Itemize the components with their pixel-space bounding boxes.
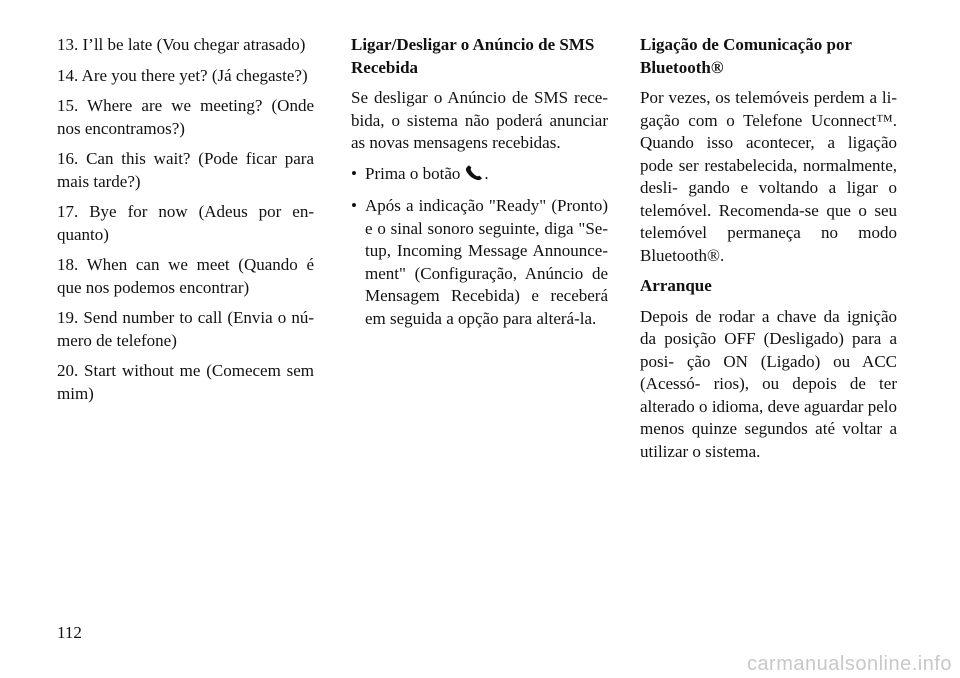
intro-paragraph: Se desligar o Anúncio de SMS rece- bida, o sistema não poderá anunciar as novas mensagens recebidas. <box>351 88 608 152</box>
left-column <box>57 34 314 413</box>
list-item: 20. Start without me (Comecem sem mim) <box>57 361 314 403</box>
bullet-item-press-button <box>351 163 608 188</box>
bullet-dot: • <box>351 196 357 215</box>
list-item: 13. I’ll be late (Vou chegar atrasado) <box>57 35 306 54</box>
section-heading-sms-announcement: Ligar/Desligar o Anúncio de SMS Recebida <box>351 35 595 77</box>
section-heading-startup: Arranque <box>640 276 712 295</box>
list-item: 17. Bye for now (Adeus por en- quanto) <box>57 202 314 244</box>
list-item: 14. Are you there yet? (Já chegaste?) <box>57 65 308 85</box>
list-item: 18. When can we meet (Quando é que nos podemos encontrar) <box>57 255 314 297</box>
page-number: 112 <box>57 623 82 642</box>
right-column <box>640 34 897 471</box>
bullet-item-ready-prompt <box>351 195 608 330</box>
section-heading-bluetooth: Ligação de Comunicação por Bluetooth® <box>640 35 852 77</box>
bullet-text: Após a indicação "Ready" (Pronto) e o sinal sonoro seguinte, diga "Se- tup, Incoming Message Announce- ment" (Configuração, Anúncio de Mensagem Recebida) e receberá em seguida a opção para alterá-la. <box>365 196 608 328</box>
watermark: carmanualsonline.info <box>746 653 952 675</box>
startup-paragraph: Depois de rodar a chave da ignição da posição OFF (Desligado) para a posi- ção ON (Ligado) ou ACC (Acessó- rios), ou depois de ter alterado o idioma, deve aguardar pelo menos quinze segundos até voltar a utilizar o sistema. <box>640 306 897 461</box>
list-item: 15. Where are we meeting? (Onde nos encontramos?) <box>57 96 314 138</box>
phone-icon <box>464 165 484 188</box>
bullet-dot: • <box>351 163 357 183</box>
list-item: 19. Send number to call (Envia o nú- mero de telefone) <box>57 308 314 350</box>
bullet-text-end: . <box>484 163 489 183</box>
bluetooth-paragraph: Por vezes, os telemóveis perdem a li- gação com o Telefone Uconnect™. Quando isso acontecer, a ligação pode ser restabelecida, normalmente, desli- gando e voltando a ligar o telemóvel. Recomenda-se que o seu telemóvel permaneça no modo Bluetooth®. <box>640 88 897 265</box>
bullet-text: Prima o botão <box>365 163 461 183</box>
middle-column <box>351 34 608 338</box>
list-item: 16. Can this wait? (Pode ficar para mais tarde?) <box>57 149 314 191</box>
